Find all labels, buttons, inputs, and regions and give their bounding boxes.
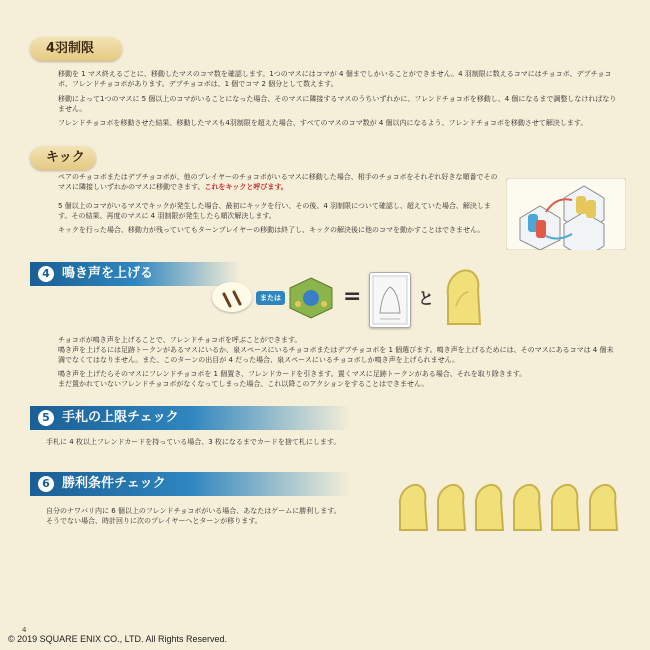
- limit4-paragraph-2: 移動によって1つのマスに 5 個以上のコマがいることになった場合、そのマスに隣接するマスのうちいずれかに、フレンドチョコボを移動し、4 個になるまで調整しなければなりません。: [58, 95, 617, 113]
- footprint-token-icon: [212, 282, 252, 312]
- page-number: 4: [22, 626, 27, 634]
- section-title-kick: キック: [30, 146, 96, 170]
- section-4-number: 4: [38, 266, 54, 282]
- six-friend-chocobos-icon: [396, 482, 626, 532]
- copyright-notice: © 2019 SQUARE ENIX CO., LTD. All Rights Reserved.: [8, 634, 228, 644]
- limit4-paragraph-3: フレンドチョコボを移動させた結果、移動したマスも4羽制限を超えた場合、すべてのマスのコマ数が 4 個以内になるよう、フレンドチョコボを移動させて解決します。: [58, 119, 588, 127]
- section-4-title: 鳴き声を上げる: [62, 266, 154, 281]
- section-5-title: 手札の上限チェック: [62, 410, 179, 425]
- kick-paragraph-1-text: ペアのチョコボまたはデブチョコボが、他のプレイヤーのチョコボがいるマスに移動した場合、相手のチョコボをそれぞれ好きな順番でそのマスに隣接しいずれかのマスに移動できます。: [58, 173, 498, 191]
- or-label: または: [256, 291, 285, 305]
- section-6-title: 勝利条件チェック: [62, 476, 166, 491]
- section-6-bar: [30, 472, 350, 496]
- section-6-paragraph-1: 自分のナワバリ内に 6 個以上のフレンドチョコボがいる場合、あなたはゲームに勝利します。: [46, 507, 341, 515]
- section-4-paragraph-4: まだ置かれていないフレンドチョコボがなくなってしまった場合、これ以降このアクションをすることはできません。: [58, 380, 429, 388]
- section-6-paragraph-2: そうでない場合、時計回りに次のプレイヤーへとターンが移ります。: [46, 517, 262, 525]
- equals-sign: =: [343, 284, 362, 309]
- section-4-paragraph-3: 鳴き声を上げたらそのマスにフレンドチョコボを 1 個置き、フレンドカードを引きます。置くマスに足跡トークンがある場合、それを取り除きます。: [58, 370, 527, 378]
- kick-paragraph-1: [58, 172, 498, 192]
- kick-illustration: [506, 178, 626, 250]
- spring-space-icon: [286, 276, 336, 320]
- section-5-number: 5: [38, 410, 54, 426]
- section-4-paragraph-1: チョコボが鳴き声を上げることで、フレンドチョコボを呼ぶことができます。: [58, 336, 302, 344]
- section-title-4-limit: 4羽制限: [30, 37, 122, 61]
- kick-paragraph-2: 5 個以上のコマがいるマスでキックが発生した場合、最初にキックを行い、その後、4 羽制限について確認し、超えていた場合、解決します。その結果、再度のマスに 4 羽制限が発生したら順次解決します。: [58, 202, 491, 220]
- limit4-paragraph-1: 移動を 1 マス終えるごとに、移動したマスのコマ数を確認します。1つのマスにはコマが 4 個までしかいることができません。4 羽制限に数えるコマにはチョコボ、デブチョコボ、フレンドチョコボがあります。デブチョコボは、1 個でコマ 2 個分として数えます。: [58, 70, 612, 88]
- section-4-bar: [30, 262, 240, 286]
- section-6-number: 6: [38, 476, 54, 492]
- friend-chocobo-meeple-icon: [440, 266, 486, 326]
- and-sign: と: [418, 289, 435, 308]
- friend-card-icon: [369, 272, 411, 328]
- section-4-paragraph-2: 鳴き声を上げるには足跡トークンがあるマスにいるか、泉スペースにいるチョコボまたはデブチョコボを 1 個選びます。鳴き声を上げるためには、そのマスにあるコマは 4 個未満でなくてはなりません。また、このターンの出目が 4 だった場合、泉スペースにいるチョコボしか鳴き声を上げられません。: [58, 346, 614, 364]
- kick-paragraph-3: キックを行った場合、移動力が残っていてもターンプレイヤーの移動は終了し、キックの解決後に他のコマを動かすことはできません。: [58, 226, 485, 234]
- section-5-bar: [30, 406, 350, 430]
- section-5-paragraph-1: 手札に 4 枚以上フレンドカードを持っている場合、3 枚になるまでカードを捨て札にします。: [46, 438, 341, 446]
- kick-highlight: これをキックと呼びます。: [204, 183, 288, 191]
